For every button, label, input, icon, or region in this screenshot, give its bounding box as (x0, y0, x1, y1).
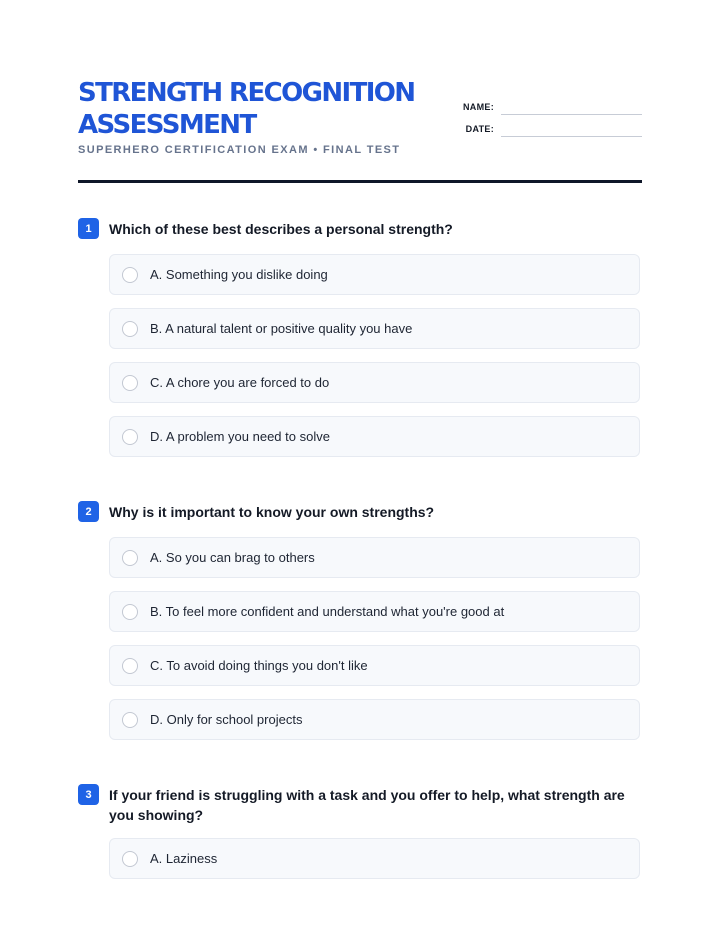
radio-button[interactable] (122, 604, 138, 620)
page-subtitle: SUPERHERO CERTIFICATION EXAM • FINAL TEST (78, 144, 401, 156)
page-header (78, 77, 642, 167)
date-field[interactable] (462, 121, 642, 143)
option-label: C. To avoid doing things you don't like (150, 658, 368, 673)
page-title (78, 77, 414, 141)
title-line-2: ASSESSMENT (78, 110, 256, 140)
radio-button[interactable] (122, 375, 138, 391)
question-text: Why is it important to know your own strengths? (109, 504, 435, 520)
option-d[interactable] (109, 416, 640, 457)
option-label: B. To feel more confident and understand what you're good at (150, 604, 505, 619)
option-d[interactable] (109, 699, 640, 740)
radio-button[interactable] (122, 429, 138, 445)
question-number-badge: 3 (78, 784, 99, 805)
question-text: If your friend is struggling with a task and you offer to help, what strength are you showing? (109, 787, 625, 823)
radio-button[interactable] (122, 658, 138, 674)
title-line-1: STRENGTH RECOGNITION (78, 78, 415, 108)
option-b[interactable] (109, 591, 640, 632)
option-c[interactable] (109, 645, 640, 686)
radio-button[interactable] (122, 267, 138, 283)
name-label: NAME: (463, 102, 494, 112)
option-b[interactable] (109, 308, 640, 349)
date-line[interactable] (501, 136, 642, 137)
student-fields (462, 99, 642, 143)
radio-button[interactable] (122, 712, 138, 728)
name-field[interactable] (462, 99, 642, 121)
option-a[interactable] (109, 254, 640, 295)
radio-button[interactable] (122, 851, 138, 867)
question-text: Which of these best describes a personal strength? (109, 221, 453, 237)
date-label: DATE: (465, 124, 494, 134)
header-divider (78, 180, 642, 183)
question-number-badge: 1 (78, 218, 99, 239)
option-label: B. A natural talent or positive quality you have (150, 321, 413, 336)
option-label: D. Only for school projects (150, 712, 303, 727)
option-label: A. Something you dislike doing (150, 267, 328, 282)
radio-button[interactable] (122, 550, 138, 566)
option-label: A. So you can brag to others (150, 550, 315, 565)
name-line[interactable] (501, 114, 642, 115)
option-label: C. A chore you are forced to do (150, 375, 330, 390)
option-label: A. Laziness (150, 851, 218, 866)
option-a[interactable] (109, 537, 640, 578)
option-a[interactable] (109, 838, 640, 879)
option-label: D. A problem you need to solve (150, 429, 330, 444)
option-c[interactable] (109, 362, 640, 403)
radio-button[interactable] (122, 321, 138, 337)
question-number-badge: 2 (78, 501, 99, 522)
